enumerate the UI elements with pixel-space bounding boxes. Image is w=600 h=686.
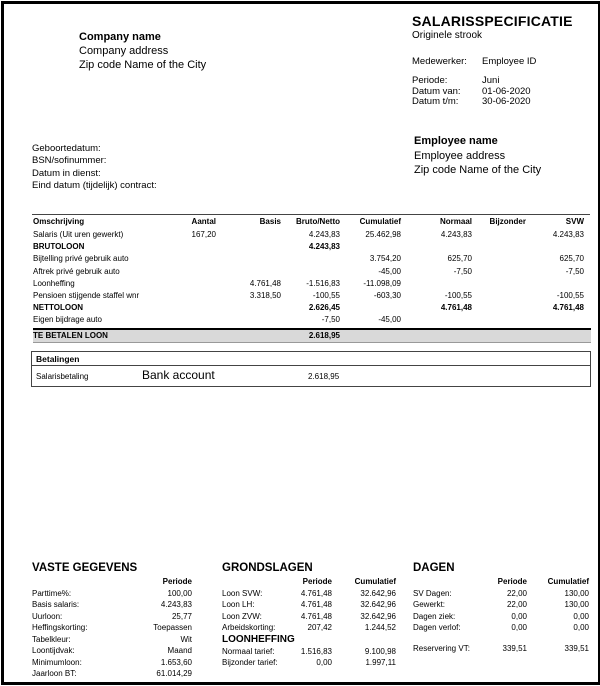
table-row: [33, 278, 584, 290]
table-row: [33, 314, 584, 326]
table-row: [32, 143, 157, 155]
cell-label: Loontijdvak:: [32, 646, 75, 655]
payments-title: Betalingen: [32, 352, 590, 366]
cell-periode: Maand: [167, 646, 192, 655]
table-row: [33, 290, 584, 302]
table-row: [413, 599, 589, 611]
payment-account: Bank account: [142, 368, 215, 382]
cell-label: Basis salaris:: [32, 600, 80, 609]
cell-bruto_netto: [281, 253, 340, 265]
cell-label: Minimumloon:: [32, 657, 82, 667]
cell-bijzonder: [472, 229, 526, 241]
cell-cumulatief: [340, 241, 401, 253]
table-row: [413, 588, 589, 600]
cell-aantal: [187, 330, 216, 342]
cell-basis: [216, 266, 281, 278]
cell-aantal: 167,20: [191, 230, 216, 239]
header-label: [222, 576, 280, 588]
cell-normaal: 4.761,48: [440, 303, 472, 313]
cell-label: Loon LH:: [222, 600, 255, 609]
cell-aantal: [187, 314, 216, 326]
table-row: [32, 599, 192, 611]
cell-normaal: [401, 241, 472, 253]
cell-periode: 100,00: [167, 588, 192, 598]
dagen-section: [413, 561, 589, 654]
cell-value: Employee ID: [482, 56, 537, 67]
header-periode: Periode: [302, 577, 332, 586]
cell-label: Parttime%:: [32, 588, 72, 598]
dagen-title: DAGEN: [413, 562, 455, 574]
grondslagen-section: [222, 561, 396, 669]
cell-normaal: [401, 278, 472, 290]
table-row: [222, 657, 396, 669]
cell-periode: 339,51: [502, 643, 527, 653]
payment-row: [32, 366, 590, 386]
cell-basis: [216, 302, 281, 314]
table-row: [412, 57, 587, 67]
cell-bruto_netto: 2.626,45: [308, 303, 340, 313]
cell-svw: [526, 314, 584, 326]
table-row: [413, 622, 589, 634]
cell-periode: 1.516,83: [300, 646, 332, 656]
cell-cumulatief: -45,00: [378, 315, 401, 325]
table-row: [32, 657, 192, 669]
cell-periode: 4.243,83: [160, 600, 192, 609]
table-header-row: [32, 576, 192, 588]
table-row: [33, 328, 591, 343]
cell-omschrijving: Aftrek privé gebruik auto: [33, 266, 120, 276]
table-row: [33, 253, 584, 265]
payment-amount: 2.618,95: [308, 372, 340, 381]
table-row: [32, 588, 192, 600]
cell-periode: 0,00: [511, 623, 527, 632]
cell-normaal: [401, 330, 472, 342]
cell-omschrijving: NETTOLOON: [33, 303, 84, 313]
cell-label: BSN/sofinummer:: [32, 155, 107, 167]
page-subtitle: Originele strook: [412, 30, 483, 41]
header-aantal: Aantal: [191, 217, 216, 226]
cell-cumulatief: 25.462,98: [365, 230, 401, 239]
table-header-row: [413, 576, 589, 588]
meta-block: [412, 57, 587, 108]
table-row: [32, 634, 192, 646]
cell-bijzonder: [472, 266, 526, 278]
cell-normaal: -7,50: [453, 266, 472, 276]
cell-normaal: -100,55: [444, 290, 472, 300]
cell-cumulatief: 1.244,52: [364, 623, 396, 632]
cell-periode: Toepassen: [153, 623, 192, 632]
cell-svw: 625,70: [559, 254, 584, 264]
table-row: [222, 611, 396, 623]
header-cumulatief: Cumulatief: [359, 217, 401, 226]
cell-bruto_netto: 2.618,95: [308, 330, 340, 340]
employee-city: Zip code Name of the City: [414, 164, 542, 176]
cell-bijzonder: [472, 253, 526, 265]
table-row: [32, 622, 192, 634]
cell-cumulatief: 9.100,98: [364, 646, 396, 656]
cell-bruto_netto: -100,55: [312, 290, 340, 300]
cell-label: Loon ZVW:: [222, 611, 262, 621]
table-row: [32, 680, 192, 686]
header-periode: Periode: [497, 577, 527, 586]
cell-normaal: 625,70: [447, 254, 472, 264]
employee-name: Employee name: [414, 135, 498, 147]
cell-bijzonder: [472, 278, 526, 290]
cell-value: 01-06-2020: [482, 85, 531, 97]
vaste-gegevens-section: [32, 561, 192, 685]
cell-bijzonder: [472, 241, 526, 253]
cell-omschrijving: Loonheffing: [33, 278, 75, 288]
cell-cumulatief: 130,00: [564, 600, 589, 609]
cell-aantal: [187, 241, 216, 253]
cell-label: Medewerker:: [412, 56, 467, 67]
cell-label: Datum van:: [412, 85, 461, 97]
cell-periode: 0,00: [316, 658, 332, 667]
table-row: [222, 646, 396, 658]
header-bijzonder: Bijzonder: [489, 217, 526, 226]
cell-label: Gewerkt:: [413, 600, 446, 609]
cell-cumulatief: 339,51: [564, 643, 589, 653]
cell-basis: 4.761,48: [249, 278, 281, 288]
table-row: [33, 241, 584, 253]
table-row: [222, 599, 396, 611]
cell-label: Geboortedatum:: [32, 143, 101, 154]
cell-periode: 0,00: [511, 611, 527, 621]
cell-cumulatief: 0,00: [573, 623, 589, 632]
cell-label: Heffingskorting:: [32, 623, 88, 632]
cell-label: SV Dagen:: [413, 588, 452, 598]
cell-cumulatief: 1.997,11: [365, 658, 396, 667]
header-basis: Basis: [259, 217, 281, 226]
header-cumulatief: Cumulatief: [354, 577, 396, 586]
cell-bijzonder: [472, 302, 526, 314]
cell-cumulatief: 32.642,96: [360, 588, 396, 598]
vaste-gegevens-title: VASTE GEGEVENS: [32, 562, 138, 574]
table-row: [413, 643, 589, 655]
cell-aantal: [187, 290, 216, 302]
cell-label: Arbeidskorting:: [222, 623, 276, 632]
header-omschrijving: Omschrijving: [33, 217, 85, 226]
salary-table: [33, 216, 584, 343]
cell-basis: [216, 253, 281, 265]
cell-svw: -100,55: [556, 290, 584, 300]
cell-cumulatief: [340, 330, 401, 342]
cell-periode: 61.014,29: [156, 669, 192, 678]
cell-periode: 4.761,48: [300, 588, 332, 598]
cell-label: Datum t/m:: [412, 96, 459, 108]
cell-periode: 1.653,60: [160, 657, 192, 667]
table-row: [413, 611, 589, 623]
dagen-table: [413, 576, 589, 654]
employee-address: Employee address: [414, 149, 506, 162]
table-row: [32, 180, 157, 192]
header-label: [413, 576, 475, 588]
cell-periode: 49,02: [171, 680, 192, 685]
table-row: [33, 302, 584, 314]
loonheffing-table: [222, 646, 396, 669]
table-header-row: [33, 216, 584, 229]
cell-cumulatief: 32.642,96: [360, 600, 396, 609]
cell-label: Loon SVW:: [222, 588, 263, 598]
cell-svw: 4.761,48: [552, 303, 584, 313]
table-row: [33, 229, 584, 241]
cell-cumulatief: 0,00: [573, 611, 589, 621]
table-row: [32, 645, 192, 657]
cell-bruto_netto: -7,50: [321, 315, 340, 325]
cell-basis: [216, 314, 281, 326]
cell-bruto_netto: 4.243,83: [308, 230, 340, 239]
cell-basis: [216, 229, 281, 241]
table-row: [32, 668, 192, 680]
table-row: [32, 611, 192, 623]
cell-cumulatief: -11.098,09: [363, 278, 401, 288]
cell-svw: [526, 241, 584, 253]
cell-bijzonder: [472, 314, 526, 326]
cell-basis: [216, 330, 281, 342]
cell-value: 30-06-2020: [482, 96, 531, 108]
table-row: [33, 266, 584, 278]
cell-label: Eind datum (tijdelijk) contract:: [32, 179, 157, 191]
cell-basis: 3.318,50: [249, 290, 281, 300]
cell-label: Percentage BT:: [32, 680, 87, 685]
cell-omschrijving: Pensioen stijgende staffel wnr: [33, 290, 140, 300]
cell-omschrijving: BRUTOLOON: [33, 242, 85, 252]
cell-omschrijving: Salaris (Uit uren gewerkt): [33, 230, 124, 239]
title-block: [412, 13, 573, 41]
header-bruto_netto: Bruto/Netto: [296, 217, 340, 226]
cell-cumulatief: 3.754,20: [369, 254, 401, 264]
cell-cumulatief: -603,30: [373, 290, 401, 300]
cell-omschrijving: TE BETALEN LOON: [33, 330, 108, 340]
cell-label: Bijzonder tarief:: [222, 658, 278, 667]
company-block: [79, 30, 206, 72]
cell-aantal: [187, 253, 216, 265]
cell-aantal: [187, 278, 216, 290]
loonheffing-title: LOONHEFFING: [222, 633, 295, 645]
table-header-row: [222, 576, 396, 588]
cell-periode: 4.761,48: [300, 611, 332, 621]
cell-svw: [526, 278, 584, 290]
cell-periode: 4.761,48: [300, 600, 332, 609]
cell-svw: 4.243,83: [552, 230, 584, 239]
header-label: [32, 576, 122, 588]
cell-cumulatief: 32.642,96: [360, 611, 396, 621]
cell-bruto_netto: [281, 266, 340, 278]
cell-value: Juni: [482, 75, 500, 87]
cell-bruto_netto: -1.516,83: [306, 278, 340, 288]
cell-omschrijving: Bijtelling privé gebruik auto: [33, 254, 129, 264]
cell-aantal: [187, 302, 216, 314]
cell-label: Normaal tarief:: [222, 646, 275, 656]
cell-svw: -7,50: [565, 266, 584, 276]
cell-cumulatief: -45,00: [378, 266, 401, 276]
table-row: [222, 622, 396, 634]
cell-cumulatief: 130,00: [564, 588, 589, 598]
vaste-gegevens-table: [32, 576, 192, 685]
cell-label: Uurloon:: [32, 611, 63, 621]
cell-normaal: [401, 314, 472, 326]
cell-bijzonder: [472, 330, 526, 342]
table-row: [222, 588, 396, 600]
payment-label: Salarisbetaling: [36, 372, 89, 381]
table-row: [32, 155, 157, 167]
cell-periode: 22,00: [506, 600, 527, 609]
table-row: [412, 97, 587, 107]
cell-label: Datum in dienst:: [32, 167, 101, 179]
header-svw: SVW: [565, 217, 584, 226]
cell-periode: 25,77: [171, 611, 192, 621]
cell-omschrijving: Eigen bijdrage auto: [33, 315, 102, 325]
cell-periode: 22,00: [506, 588, 527, 598]
grondslagen-table: [222, 576, 396, 634]
company-city: Zip code Name of the City: [79, 59, 207, 71]
cell-label: Periode:: [412, 75, 448, 87]
cell-label: Tabelkleur:: [32, 634, 71, 644]
cell-periode: Wit: [180, 634, 192, 644]
cell-svw: [526, 330, 584, 342]
cell-label: Reservering VT:: [413, 643, 470, 653]
header-cumulatief: Cumulatief: [547, 577, 589, 586]
grondslagen-title: GRONDSLAGEN: [222, 562, 313, 574]
cell-bruto_netto: 4.243,83: [308, 242, 340, 252]
cell-bijzonder: [472, 290, 526, 302]
cell-cumulatief: [340, 302, 401, 314]
payslip-page: [1, 1, 600, 685]
company-name: Company name: [79, 31, 161, 43]
employee-block: [414, 134, 541, 178]
payments-box: [31, 351, 591, 387]
header-normaal: Normaal: [439, 217, 472, 226]
cell-basis: [216, 241, 281, 253]
personal-fields-block: [32, 143, 157, 192]
cell-periode: 207,42: [307, 623, 332, 632]
table-row: [32, 168, 157, 180]
cell-label: Jaarloon BT:: [32, 669, 77, 678]
page-title: SALARISSPECIFICATIE: [412, 13, 573, 29]
cell-label: Dagen ziek:: [413, 611, 456, 621]
company-address: Company address: [79, 45, 169, 57]
cell-label: Dagen verlof:: [413, 623, 461, 632]
header-periode: Periode: [162, 577, 192, 586]
cell-normaal: 4.243,83: [440, 230, 472, 239]
cell-aantal: [187, 266, 216, 278]
table-top-rule: [32, 214, 590, 215]
